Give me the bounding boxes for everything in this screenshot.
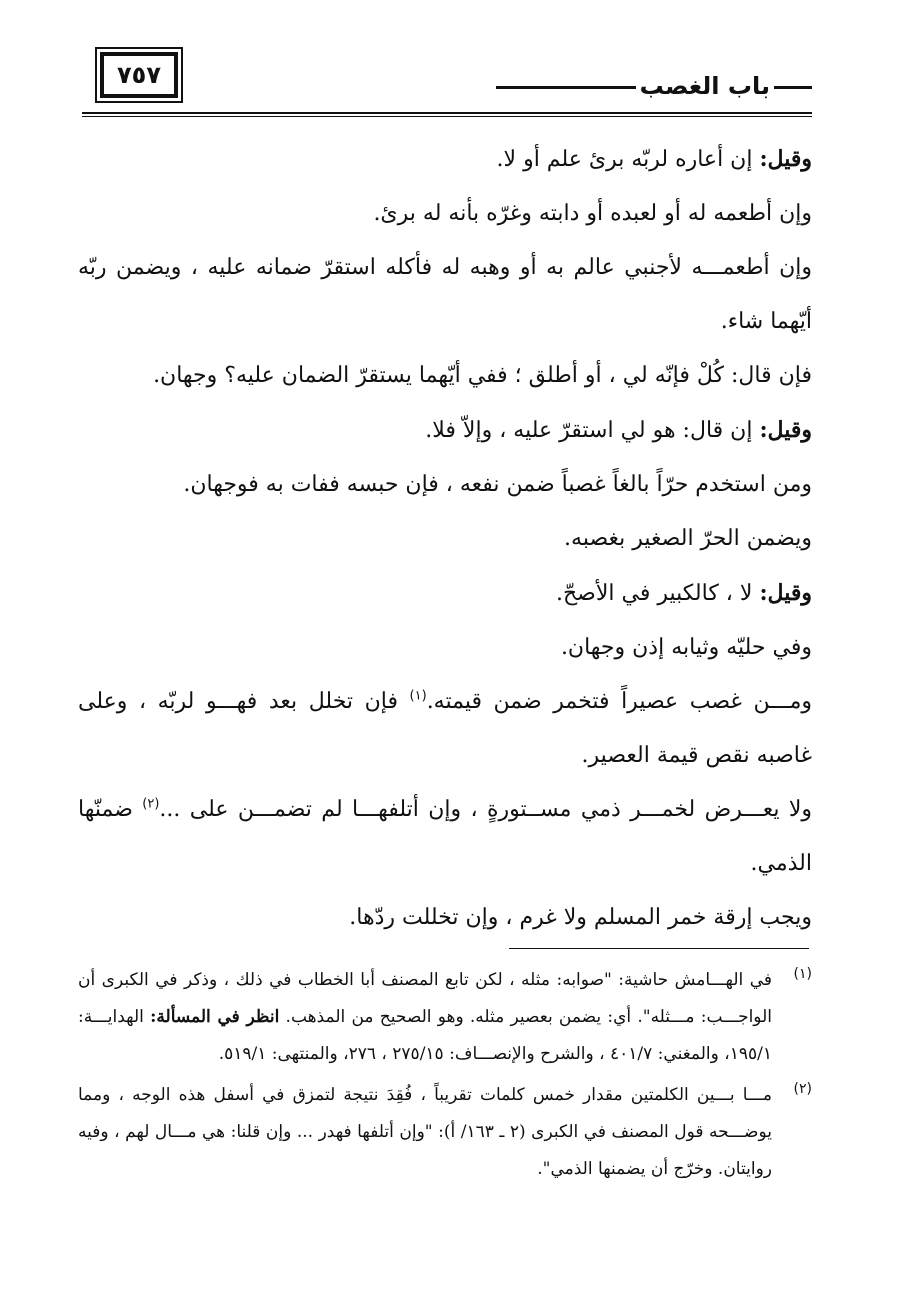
title-trail-dash <box>496 86 636 89</box>
footnote-bold: انظر في المسألة: <box>150 1007 280 1027</box>
paragraph-text: ومـــن غصب عصيراً فتخمر ضمن قيمته. <box>426 689 812 714</box>
main-text <box>78 132 812 945</box>
paragraph-text: فإن قال: كُلْ فإنّه لي ، أو أطلق ؛ ففي أيّهما يستقرّ الضمان عليه؟ وجهان. <box>153 363 812 388</box>
footnote-text: في الهـــامش حاشية: "صوابه: مثله ، لكن تابع المصنف أبا الخطاب في ذلك ، وذكر في الكبرى أن الواجـــب: مـــثله". أي: يضمن بعصير مثله. وهو الصحيح من المذهب. <box>78 970 772 1027</box>
chapter-title-row <box>492 72 812 100</box>
footnote <box>78 962 812 1073</box>
footnote-ref[interactable]: (٢) <box>142 796 160 812</box>
page-number: ٧٥٧ <box>100 52 178 98</box>
paragraph-text-cont: فإن تخلل بعد فهـــو لربّه ، وعلى غاصبه نقص قيمة العصير. <box>78 689 812 768</box>
paragraph-text: ويضمن الحرّ الصغير بغصبه. <box>564 526 812 551</box>
paragraph <box>78 891 812 945</box>
paragraph <box>78 675 812 783</box>
keyword: وقيل: <box>759 146 812 172</box>
paragraph <box>78 512 812 566</box>
page-header <box>82 44 812 116</box>
paragraph-text: وإن أطعمـــه لأجنبي عالم به أو وهبه له فأكله استقرّ ضمانه عليه ، ويضمن ربّه أيّهما شاء. <box>78 255 812 334</box>
paragraph-text: وإن أطعمه له أو لعبده أو دابته وغرّه بأنه له برئ. <box>373 201 812 226</box>
paragraph <box>78 241 812 349</box>
footnote-text: مـــا بـــين الكلمتين مقدار خمس كلمات تقريباً ، فُقِدَ نتيجة لتمزق في أسفل هذه الوجه ، ومما يوضـــحه قول المصنف في الكبرى (٢ ـ ١٦٣/ أ): "وإن أتلفها فهدر ... وإن قلنا: هي مـــال لهم ، وفيه روايتان. وخرّج أن يضمنها الذمي". <box>78 1085 773 1179</box>
header-rule-thin <box>82 116 812 117</box>
title-lead-dash <box>774 86 812 89</box>
paragraph-text: إن أعاره لربّه برئ علم أو لا. <box>496 147 760 172</box>
footnote-text-cont: الهدايـــة: ١٩٥/١، والمغني: ٤٠١/٧ ، والشرح والإنصـــاف: ٢٧٥/١٥ ، ٢٧٦، والمنتهى: ٥١٩/١. <box>78 1007 772 1064</box>
paragraph-text: ويجب إرقة خمر المسلم ولا غرم ، وإن تخللت ردّها. <box>349 905 812 930</box>
paragraph <box>78 783 812 891</box>
footnote-number: (١) <box>793 966 812 982</box>
paragraph-text: ولا يعـــرض لخمـــر ذمي مســتورةٍ ، وإن أتلفهـــا لم تضمـــن على ... <box>159 797 813 822</box>
footnote-ref[interactable]: (١) <box>409 688 427 704</box>
paragraph-text: ومن استخدم حرّاً بالغاً غصباً ضمن نفعه ، فإن حبسه ففات به فوجهان. <box>183 472 812 497</box>
paragraph-text: لا ، كالكبير في الأصحّ. <box>555 581 760 606</box>
keyword: وقيل: <box>759 417 812 443</box>
paragraph-text: إن قال: هو لي استقرّ عليه ، وإلاّ فلا. <box>425 418 760 443</box>
footnote <box>78 1077 812 1188</box>
paragraph <box>78 187 812 241</box>
header-rule <box>82 112 812 114</box>
paragraph <box>78 566 812 621</box>
paragraph <box>78 458 812 512</box>
paragraph <box>78 132 812 187</box>
footnotes <box>78 962 812 1192</box>
paragraph-text-cont: ضمنّها الذمي. <box>78 797 812 876</box>
chapter-title: باب الغصب <box>639 72 770 100</box>
paragraph <box>78 403 812 458</box>
footnote-separator <box>509 948 809 949</box>
paragraph-text: وفي حليّه وثيابه إذن وجهان. <box>560 635 812 660</box>
paragraph <box>78 621 812 675</box>
keyword: وقيل: <box>759 580 812 606</box>
paragraph <box>78 349 812 403</box>
footnote-number: (٢) <box>793 1081 812 1097</box>
